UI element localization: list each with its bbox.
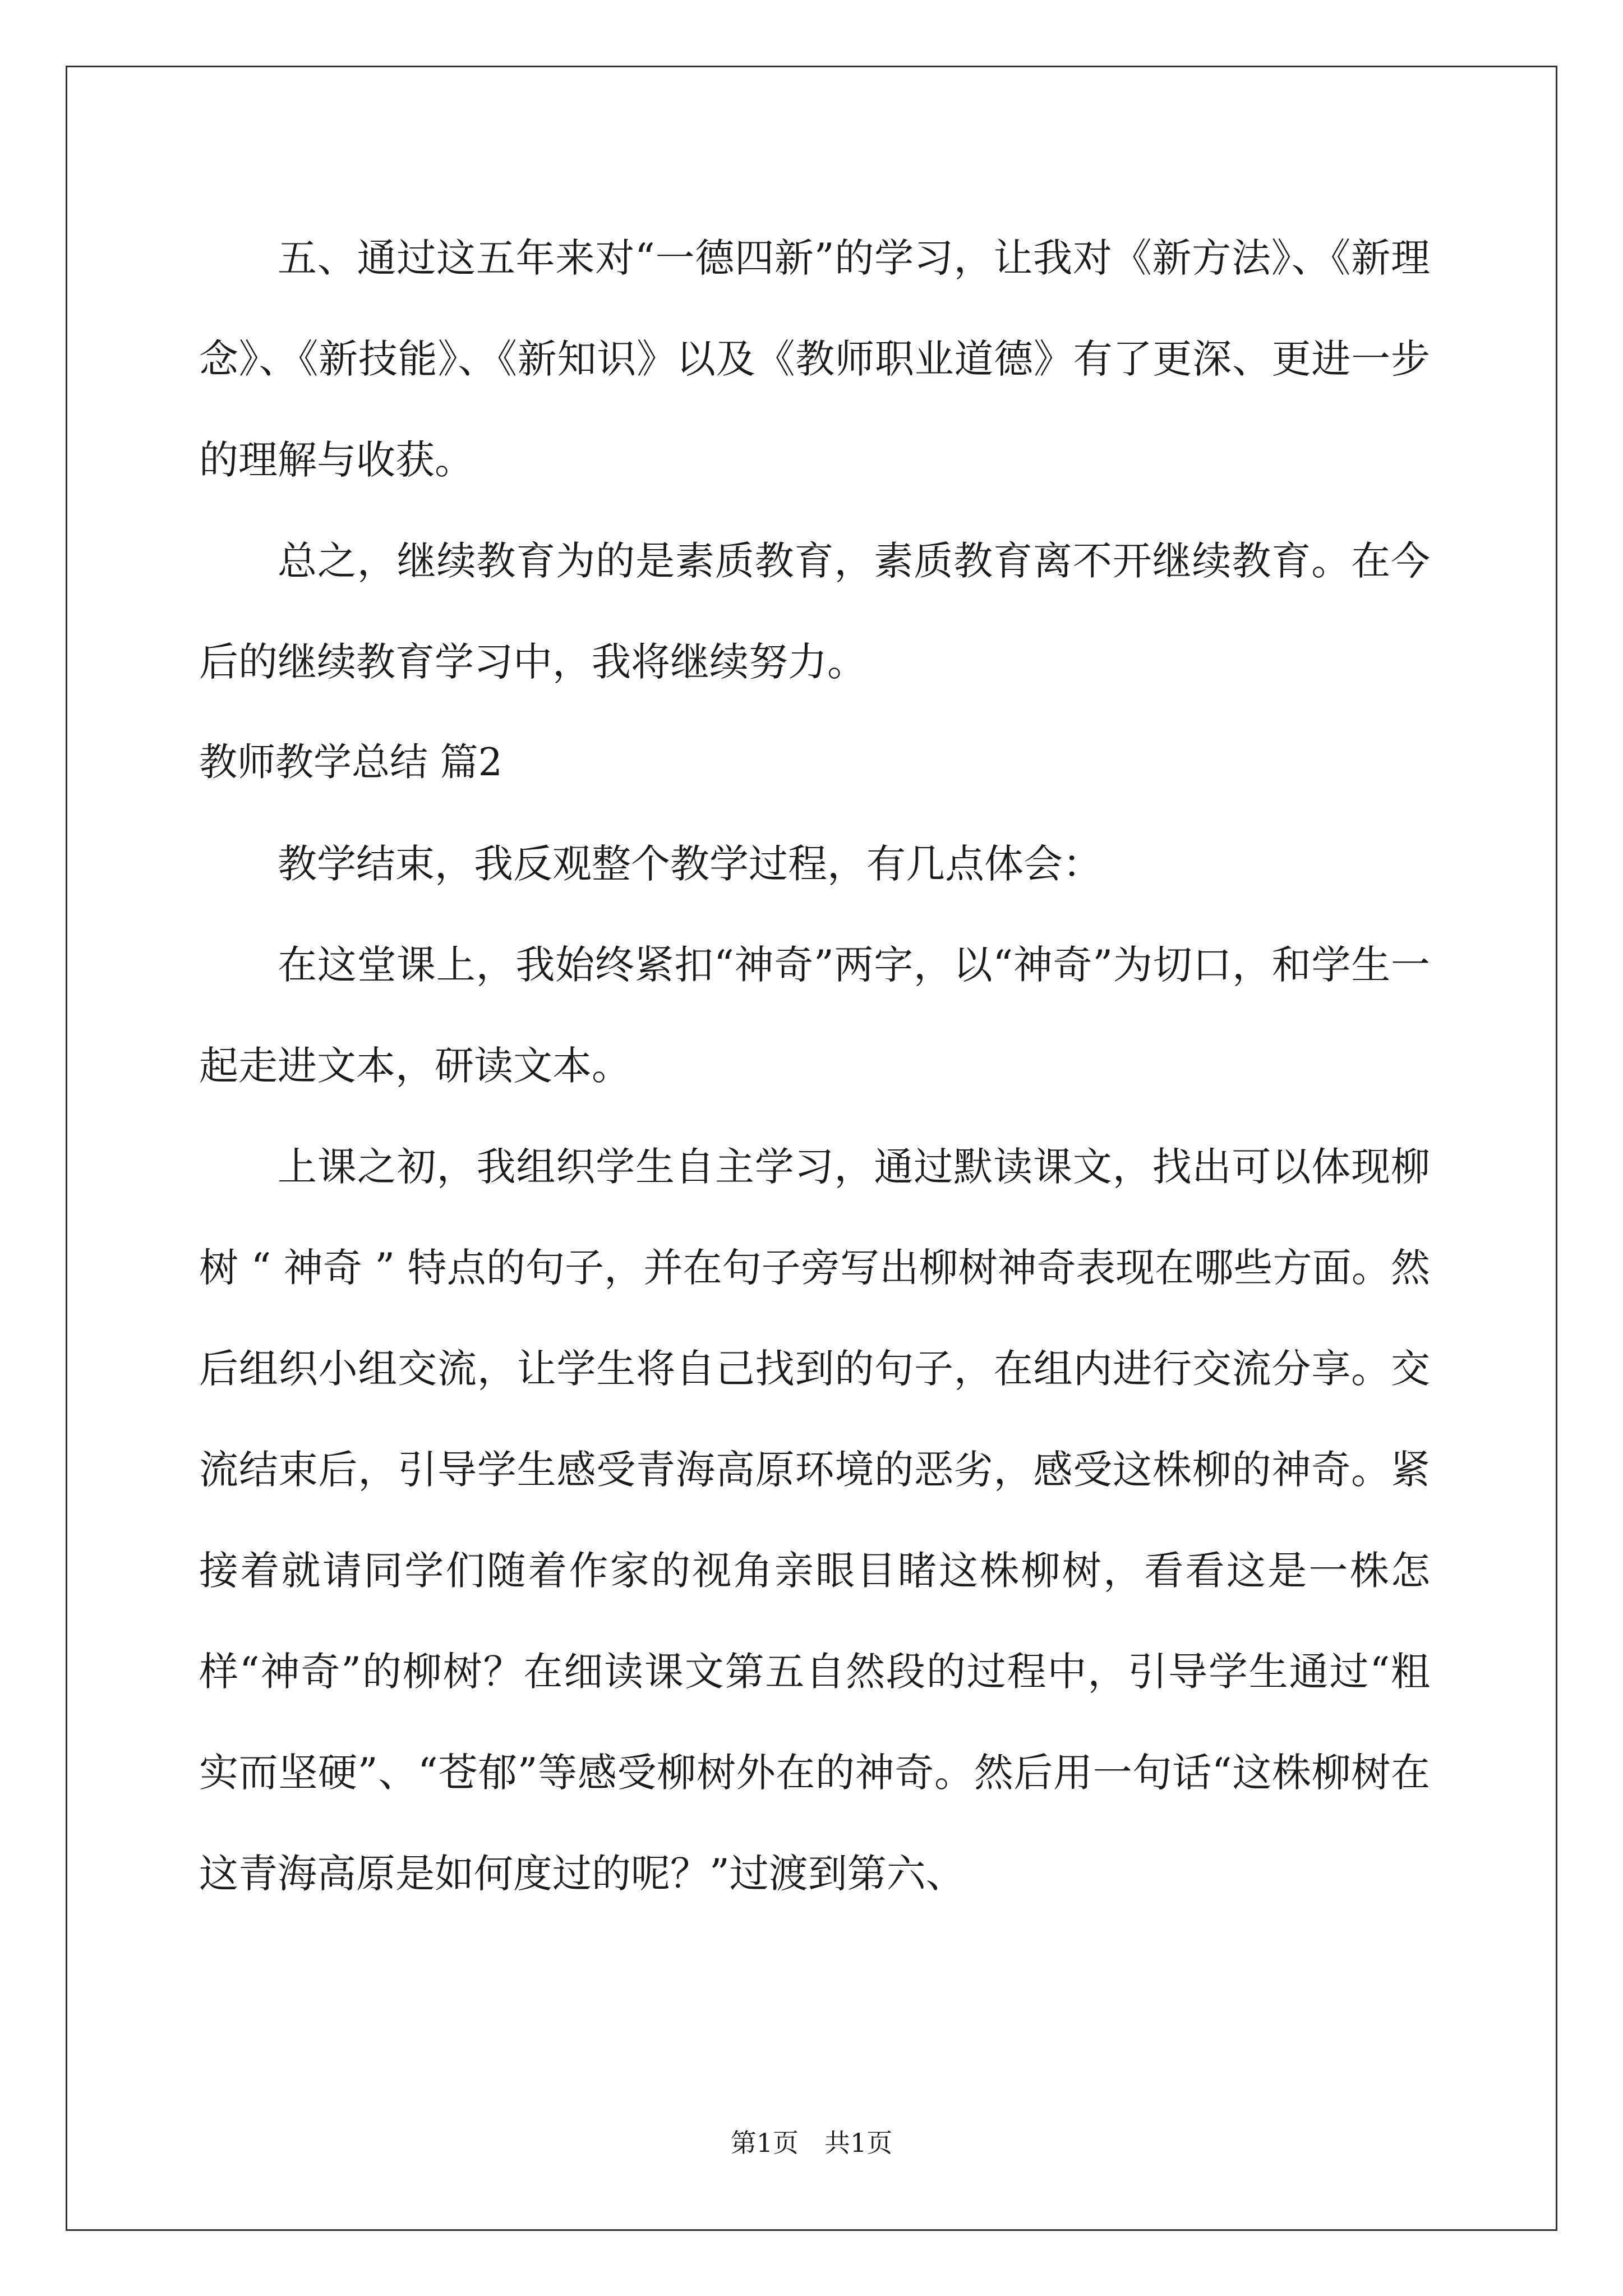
page-footer: 第1页 共1页 — [730, 2128, 893, 2158]
paragraph: 教学结束，我反观整个教学过程，有几点体会： — [278, 841, 1102, 887]
paragraph: 总之，继续教育为的是素质教育，素质教育离不开继续教育。在今后的继续教育学习中，我将继续努力。 — [199, 538, 1430, 685]
section-heading: 教师教学总结 篇2 — [199, 740, 502, 785]
paragraph: 上课之初，我组织学生自主学习，通过默读课文，找出可以体现柳树 “ 神奇 ” 特点的句子，并在句子旁写出柳树神奇表现在哪些方面。然后组织小组交流，让学生将自己找到的句子，在组内进行交流分享。交流结束后，引导学生感受青海高原环境的恶劣，感受这株柳的神奇。紧接着就请同学们随着作家的视角亲眼目睹这株柳树，看看这是一株怎样“神奇”的柳树？在细读课文第五自然段的过程中，引导学生通过“粗实而坚硬”、“苍郁”等感受柳树外在的神奇。然后用一句话“这株柳树在这青海高原是如何度过的呢？”过渡到第六、 — [199, 1144, 1430, 1897]
document-body — [199, 208, 1430, 1924]
paragraph: 在这堂课上，我始终紧扣“神奇”两字，以“神奇”为切口，和学生一起走进文本，研读文本。 — [199, 942, 1430, 1089]
paragraph: 五、通过这五年来对“一德四新”的学习，让我对《新方法》、《新理念》、《新技能》、《新知识》以及《教师职业道德》有了更深、更进一步的理解与收获。 — [199, 235, 1430, 483]
